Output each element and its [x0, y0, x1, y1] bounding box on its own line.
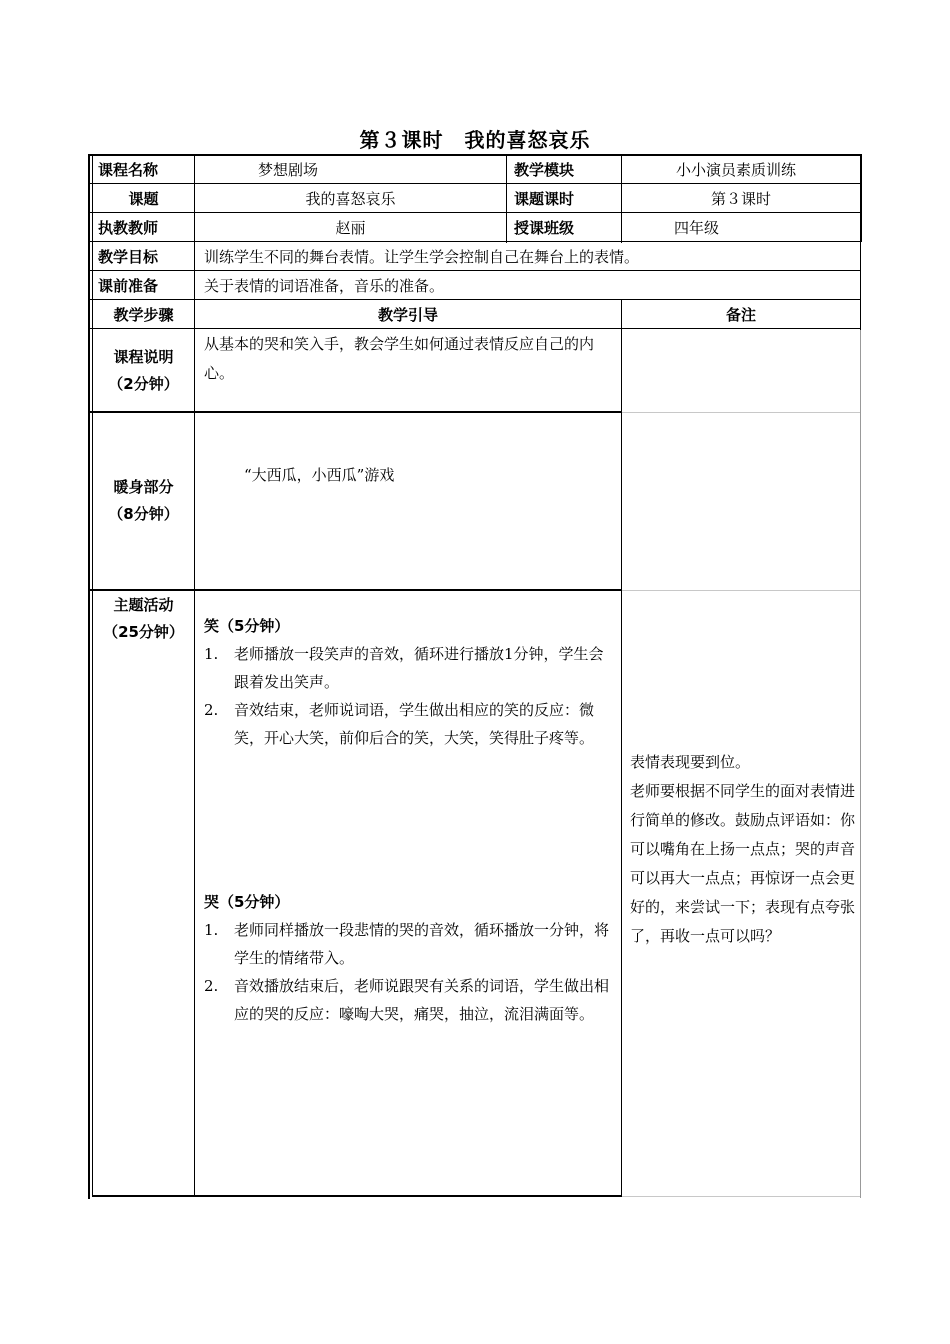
column-header-steps: 教学步骤 [113, 306, 174, 324]
list-item: 1. 老师同样播放一段悲情的哭的音效，循环播放一分钟，将学生的情绪带入。 [204, 921, 610, 967]
column-header-notes: 备注 [725, 306, 756, 324]
step-time: （8分钟） [108, 505, 179, 523]
period-value: 第３课时 [710, 190, 771, 208]
step-main [93, 592, 194, 646]
guide-laugh-section [204, 612, 616, 752]
module-label: 教学模块 [514, 161, 575, 179]
class-value: 四年级 [674, 219, 720, 237]
topic-value: 我的喜怒哀乐 [305, 190, 396, 208]
step-warmup [93, 474, 194, 528]
course-name-value: 梦想剧场 [258, 161, 319, 179]
laugh-list [204, 640, 616, 752]
cry-list [204, 916, 616, 1028]
step-intro [93, 344, 194, 398]
page-title: 第３课时 我的喜怒哀乐 [359, 128, 591, 152]
goal-value: 训练学生不同的舞台表情。让学生学会控制自己在舞台上的表情。 [204, 248, 640, 266]
guide-cry-section [204, 888, 616, 1028]
guide-intro: 从基本的哭和笑入手，教会学生如何通过表情反应自己的内心。 [204, 335, 595, 382]
guide-warmup: “大西瓜，小西瓜”游戏 [244, 466, 395, 484]
prep-value: 关于表情的词语准备，音乐的准备。 [204, 277, 445, 295]
teacher-label: 执教教师 [98, 219, 159, 237]
class-label: 授课班级 [514, 219, 575, 237]
step-name: 主题活动 [113, 596, 174, 614]
prep-label: 课前准备 [98, 277, 159, 295]
step-time: （25分钟） [103, 623, 184, 641]
course-name-label: 课程名称 [98, 161, 159, 179]
column-header-guide: 教学引导 [377, 306, 438, 324]
cry-heading: 哭（5分钟） [204, 893, 290, 911]
list-item: 1. 老师播放一段笑声的音效，循环进行播放1分钟，学生会跟着发出笑声。 [204, 645, 604, 691]
teacher-value: 赵丽 [335, 219, 366, 237]
step-time: （2分钟） [108, 375, 179, 393]
list-item: 2. 音效播放结束后，老师说跟哭有关系的词语，学生做出相应的哭的反应：嚎啕大哭，痛哭，抽泣，流泪满面等。 [204, 977, 610, 1023]
step-name: 暖身部分 [113, 478, 174, 496]
laugh-heading: 笑（5分钟） [204, 617, 290, 635]
goal-label: 教学目标 [98, 248, 159, 266]
topic-label: 课题 [128, 190, 159, 208]
step-name: 课程说明 [113, 348, 174, 366]
list-item: 2. 音效结束，老师说词语，学生做出相应的笑的反应：微笑，开心大笑，前仰后合的笑，大笑，笑得肚子疼等。 [204, 701, 595, 747]
note-main: 表情表现要到位。 老师要根据不同学生的面对表情进行简单的修改。鼓励点评语如：你可以嘴角在上扬一点点；哭的声音可以再大一点点；再惊讶一点会更好的，来尝试一下；表现有点夸张了，再收一点可以吗？ [630, 753, 856, 945]
module-value: 小小演员素质训练 [676, 161, 797, 179]
period-label: 课题课时 [514, 190, 575, 208]
